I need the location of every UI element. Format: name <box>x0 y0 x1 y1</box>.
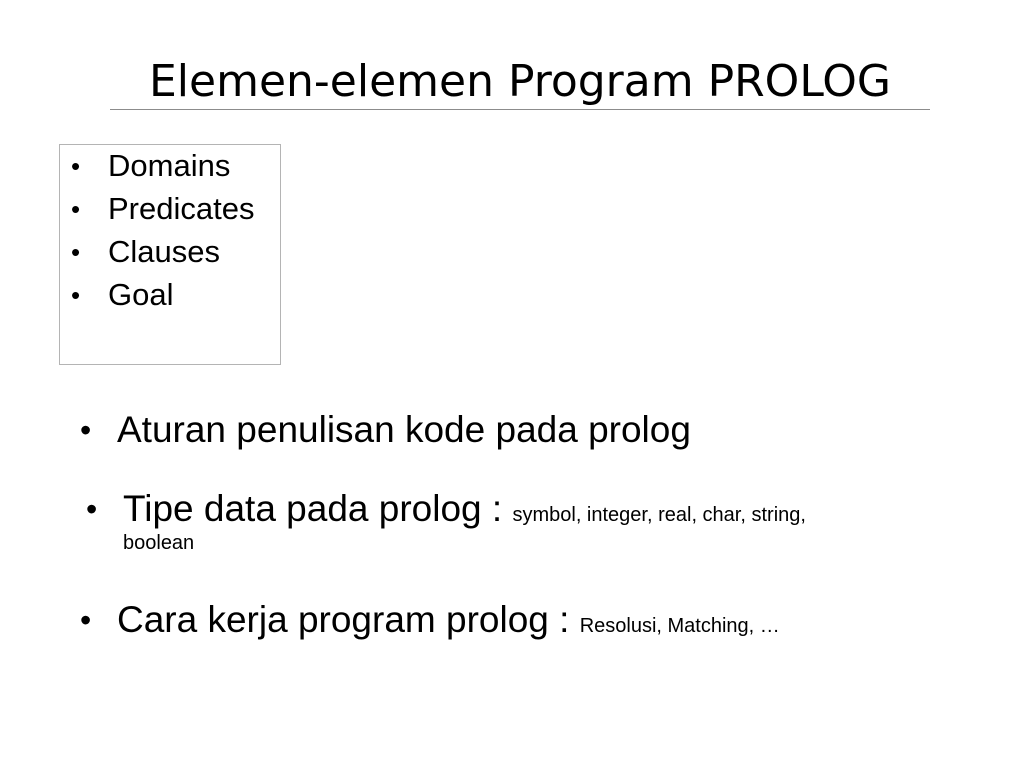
list-item-label: Goal <box>108 277 174 312</box>
slide-title: Elemen-elemen Program PROLOG <box>148 56 891 107</box>
point-heading: Tipe data pada prolog : <box>123 488 513 529</box>
bullet-icon: • <box>71 194 81 224</box>
bullet-icon: • <box>86 491 98 527</box>
title-underline <box>110 109 930 110</box>
point-detail: Resolusi, Matching, … <box>579 615 780 637</box>
list-item-label: Predicates <box>108 191 255 226</box>
point-heading: Cara kerja program prolog : <box>117 599 580 640</box>
bullet-icon: • <box>80 412 92 448</box>
bullet-icon: • <box>71 280 81 310</box>
list-item-label: Domains <box>108 148 231 183</box>
point-text: Aturan penulisan kode pada prolog <box>117 409 691 450</box>
bullet-icon: • <box>71 237 81 267</box>
bullet-icon: • <box>71 151 81 181</box>
point-detail: symbol, integer, real, char, string, <box>512 504 806 526</box>
program-elements-box <box>59 144 281 365</box>
list-item-label: Clauses <box>108 234 220 269</box>
point-detail-continued: boolean <box>123 532 195 554</box>
point-text <box>117 598 780 648</box>
point-text <box>123 487 913 537</box>
bullet-icon: • <box>80 602 92 638</box>
